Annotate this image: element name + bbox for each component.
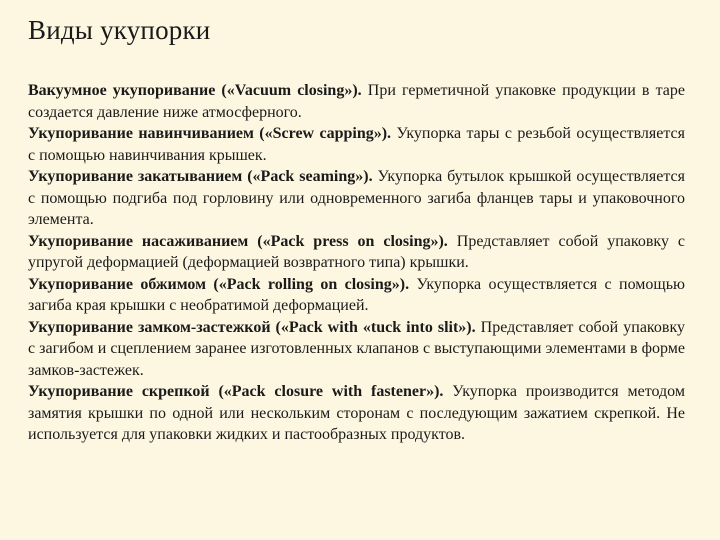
description-seaming: Укупорка бутылок крышкой осуществляется с помощью подгиба под горловину или одновременного загиба фланцев тары и упаковочного элемента.	[28, 168, 685, 228]
term-press-on: Укупоривание насаживанием («Pack press on closing»).	[28, 232, 448, 250]
term-screw: Укупоривание навинчиванием («Screw capping»).	[28, 125, 392, 142]
closure-type-fastener	[28, 381, 685, 446]
closure-type-seaming	[28, 166, 685, 231]
term-seaming: Укупоривание закатыванием («Pack seaming»).	[28, 168, 373, 185]
closure-type-press-on	[28, 231, 685, 274]
closure-type-screw	[28, 123, 685, 166]
closure-type-vacuum	[28, 80, 685, 123]
closure-type-rolling	[28, 274, 685, 317]
description-rolling: Укупорка осуществляется с помощью загиба края крышки с необратимой деформацией.	[28, 275, 685, 314]
closure-type-tuck	[28, 317, 685, 382]
term-vacuum: Вакуумное укупоривание («Vacuum closing»).	[28, 82, 362, 99]
slide-title: Виды укупорки	[28, 15, 211, 45]
term-fastener: Укупоривание скрепкой («Pack closure with fastener»).	[28, 383, 444, 400]
description-press-on: Представляет собой упаковку с упругой деформацией (деформацией возвратного типа) крышки.	[28, 232, 686, 271]
description-tuck: Представляет собой упаковку с загибом и сцеплением заранее изготовленных клапанов с выступающими элементами в форме замков-застежек.	[28, 318, 685, 379]
slide-content	[28, 80, 685, 446]
term-tuck: Укупоривание замком-застежкой («Pack with «tuck into slit»).	[28, 318, 476, 336]
description-screw: Укупорка тары с резьбой осуществляется с помощью навинчивания крышек.	[28, 125, 686, 164]
description-fastener: Укупорка производится методом замятия крышки по одной или нескольким сторонам с последующим зажатием скрепкой. Не используется для упаковки жидких и пастообразных продуктов.	[28, 383, 686, 443]
description-vacuum: При герметичной упаковке продукции в таре создается давление ниже атмосферного.	[28, 82, 686, 121]
term-rolling: Укупоривание обжимом («Pack rolling on closing»).	[28, 275, 410, 293]
